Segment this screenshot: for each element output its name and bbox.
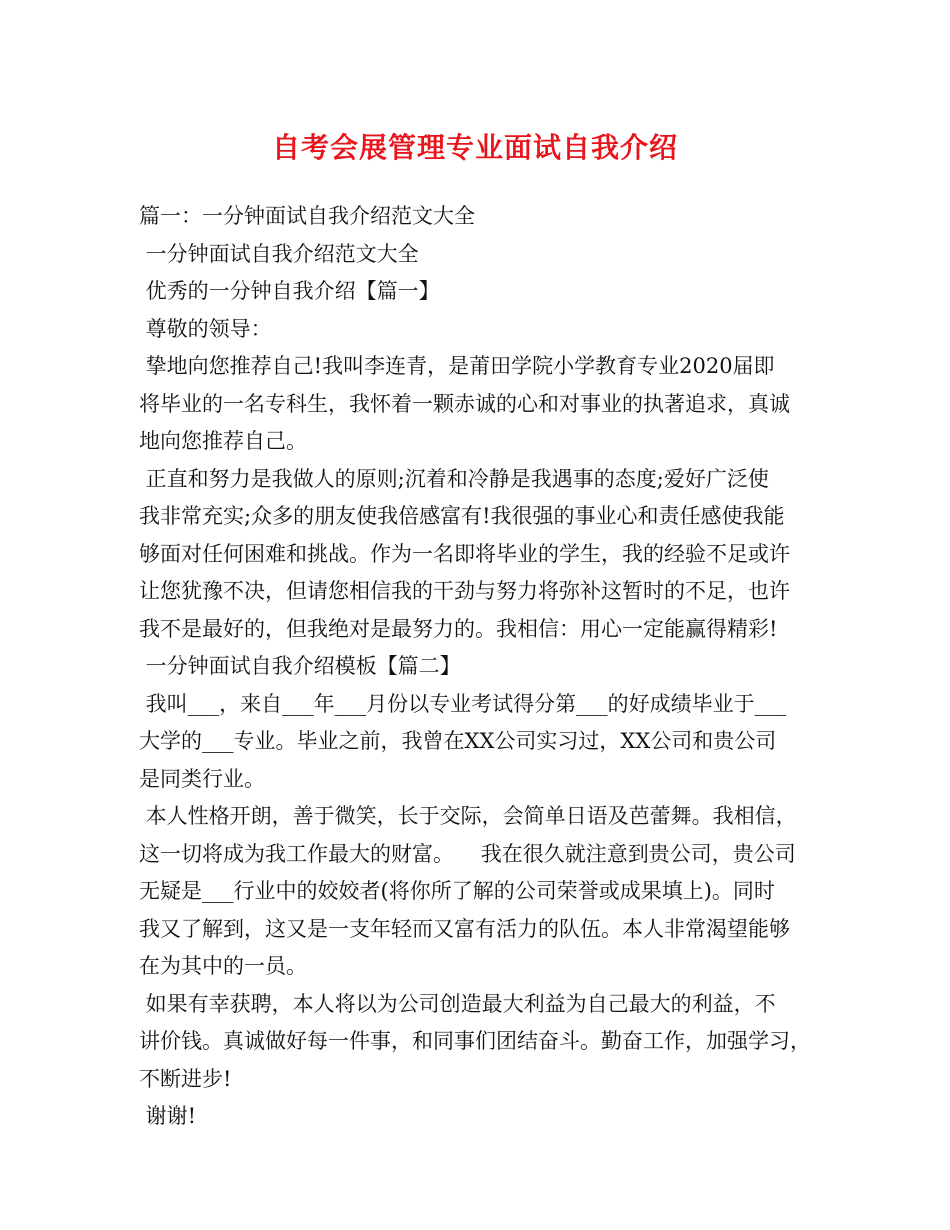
text-line: 如果有幸获聘，本人将以为公司创造最大利益为自己最大的利益，不 bbox=[139, 991, 776, 1016]
document-title: 自考会展管理专业面试自我介绍 bbox=[271, 131, 678, 164]
text-line: 在为其中的一员。 bbox=[139, 954, 307, 978]
text-line: 我非常充实;众多的朋友使我倍感富有!我很强的事业心和责任感使我能 bbox=[139, 504, 785, 528]
text-line: 我不是最好的，但我绝对是最努力的。我相信：用心一定能赢得精彩! bbox=[139, 616, 778, 641]
text-line: 我叫___，来自___年___月份以专业考试得分第___的好成绩毕业于___ bbox=[139, 691, 787, 716]
text-line: 让您犹豫不决，但请您相信我的干劲与努力将弥补这暂时的不足，也许 bbox=[139, 579, 790, 603]
text-line: 是同类行业。 bbox=[139, 766, 265, 791]
text-line: 正直和努力是我做人的原则;沉着和冷静是我遇事的态度;爱好广泛使 bbox=[139, 466, 769, 491]
text-line: 谢谢! bbox=[139, 1104, 197, 1128]
text-line: 够面对任何困难和挑战。作为一名即将毕业的学生，我的经验不足或许 bbox=[139, 541, 790, 566]
text-line: 大学的___专业。毕业之前，我曾在XX公司实习过，XX公司和贵公司 bbox=[139, 729, 777, 753]
text-line: 将毕业的一名专科生，我怀着一颗赤诚的心和对事业的执著追求，真诚 bbox=[139, 391, 790, 416]
text-line: 我又了解到，这又是一支年轻而又富有活力的队伍。本人非常渴望能够 bbox=[139, 916, 790, 941]
text-line: 篇一：一分钟面试自我介绍范文大全 bbox=[139, 204, 475, 228]
text-line: 不断进步! bbox=[139, 1066, 232, 1091]
document-body bbox=[139, 198, 819, 1136]
text-line: 讲价钱。真诚做好每一件事，和同事们团结奋斗。勤奋工作，加强学习， bbox=[139, 1029, 811, 1053]
text-line: 地向您推荐自己。 bbox=[139, 429, 307, 453]
text-line: 优秀的一分钟自我介绍【篇一】 bbox=[139, 279, 440, 303]
text-line: 这一切将成为我工作最大的财富。 我在很久就注意到贵公司，贵公司 bbox=[139, 841, 796, 866]
text-line: 一分钟面试自我介绍模板【篇二】 bbox=[139, 654, 461, 678]
text-line: 一分钟面试自我介绍范文大全 bbox=[139, 241, 419, 266]
text-line: 无疑是___行业中的姣姣者(将你所了解的公司荣誉或成果填上)。同时 bbox=[139, 879, 775, 903]
text-line: 尊敬的领导： bbox=[139, 316, 272, 341]
text-line: 挚地向您推荐自己!我叫李连青，是莆田学院小学教育专业2020届即 bbox=[139, 354, 775, 378]
text-line: 本人性格开朗，善于微笑，长于交际，会简单日语及芭蕾舞。我相信， bbox=[139, 804, 797, 828]
